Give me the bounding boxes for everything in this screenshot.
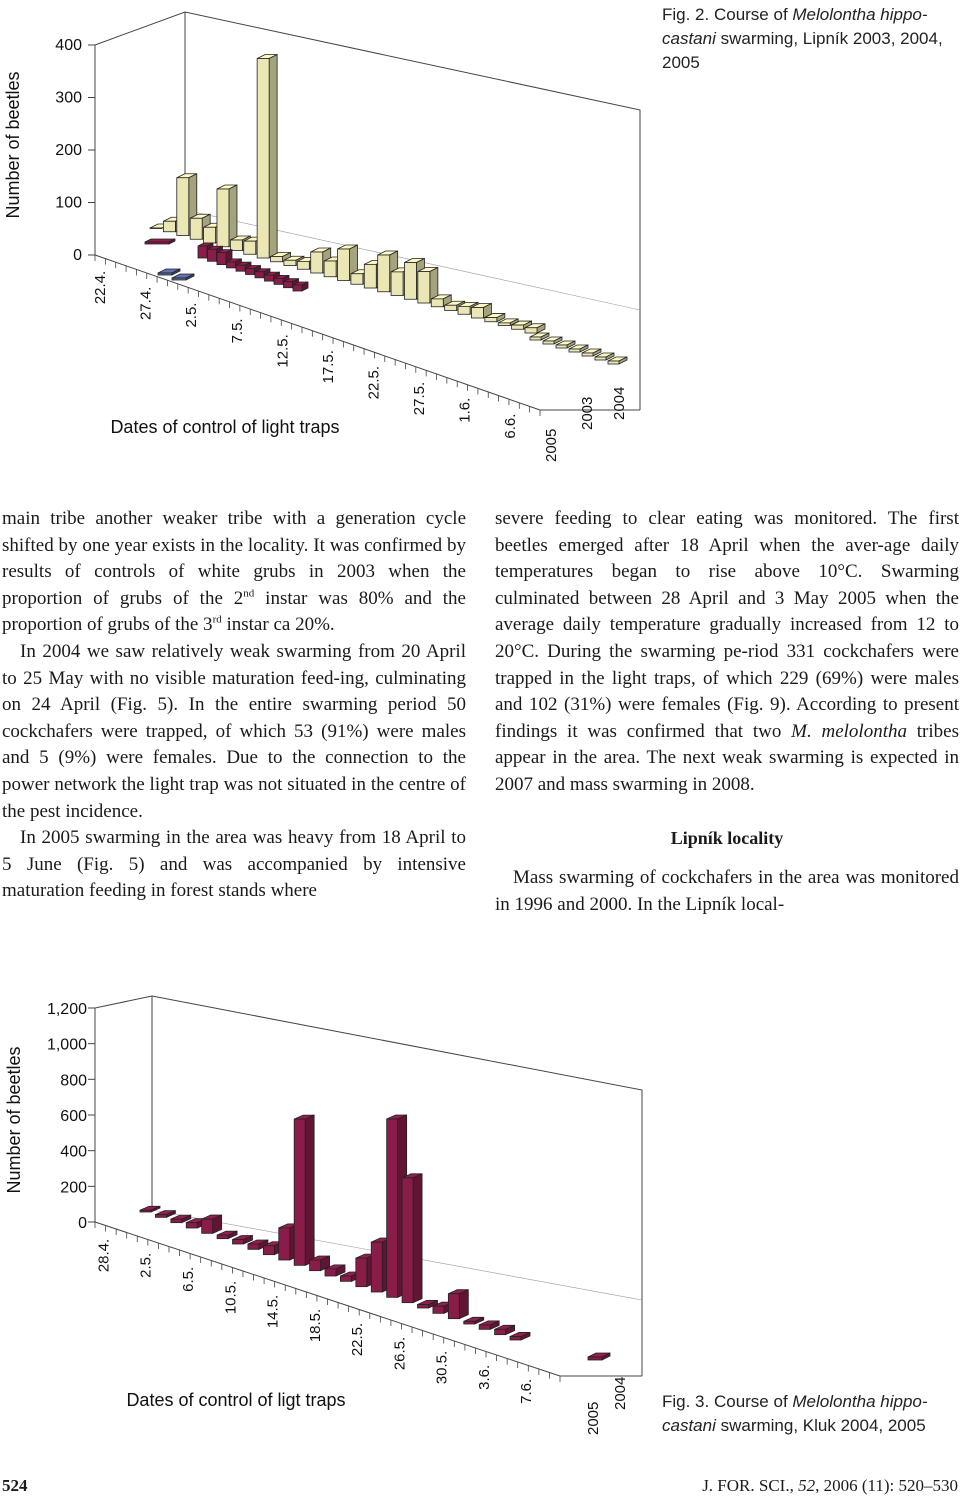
fig2-x-tick-label: 1.6.	[456, 397, 474, 423]
fig2-y-axis-label: Number of beetles	[3, 71, 23, 219]
fig2-bar-2004-a	[145, 242, 169, 244]
fig3-bar-2005-side	[459, 1290, 468, 1319]
fig2-bar-2005	[217, 189, 229, 247]
fig2-bar-2004-b	[158, 273, 172, 275]
fig2-bar-2003	[217, 253, 226, 265]
fig3-bar-2005	[140, 1210, 151, 1212]
right-p1-b: tribes appear in the area. The next weak swarming is expected in 2007 and mass swarming in 2008.	[495, 720, 959, 795]
right-paragraph-1	[495, 506, 959, 799]
fig2-bar-2005	[163, 221, 175, 232]
fig3-bar-2005	[433, 1306, 444, 1313]
fig2-bar-2003	[265, 275, 274, 281]
fig2-bar-2003	[198, 246, 207, 258]
fig3-back-frame	[95, 996, 642, 1376]
fig3-bar-2005	[356, 1258, 367, 1287]
journal-reference	[702, 1476, 958, 1496]
fig3-bar-2005	[171, 1219, 182, 1223]
fig2-bar-2005	[297, 261, 309, 269]
fig2-bar-2005	[324, 261, 336, 277]
fig2-bar-2005	[244, 241, 256, 254]
fig3-y-tick-label: 600	[60, 1108, 87, 1125]
fig3-bar-2005	[279, 1228, 290, 1260]
fig3-bar-2005	[340, 1276, 351, 1281]
fig3-x-tick-label: 7.6.	[518, 1378, 536, 1404]
fig2-depth-label: 2005	[543, 428, 560, 462]
fig2-y-tick-label: 200	[55, 142, 82, 159]
fig3-y-tick-label: 1,200	[46, 1001, 87, 1018]
fig3-y-tick-label: 800	[60, 1072, 87, 1090]
fig2-bar-2005	[418, 272, 430, 304]
fig2-x-tick-label: 7.5.	[228, 318, 246, 344]
fig2-bar-2005	[485, 318, 497, 322]
fig3-bar-2005	[202, 1219, 213, 1233]
left-paragraph-3: In 2005 swarming in the area was heavy from 18 April to 5 June (Fig. 5) and was accompanied by intensive maturation feeding in forest stands where	[2, 827, 466, 902]
fig2-y-tick-label: 100	[55, 194, 82, 212]
fig3-bar-2005	[186, 1223, 197, 1228]
figure-3-caption-suffix: swarming, Kluk 2004, 2005	[715, 1416, 926, 1435]
fig3-x-tick-label: 14.5.	[264, 1294, 282, 1329]
fig3-x-tick-label: 22.5.	[349, 1322, 367, 1357]
fig3-bar-2005-side	[413, 1174, 422, 1303]
fig3-bar-2005	[155, 1215, 166, 1218]
fig2-bar-2003	[246, 269, 255, 275]
fig2-x-axis-label: Dates of control of light traps	[110, 417, 340, 437]
fig2-depth-label: 2004	[611, 386, 628, 420]
fig2-bar-2005	[271, 257, 283, 262]
fig2-bar-2003	[255, 272, 264, 278]
fig2-bar-2005	[190, 218, 202, 239]
fig3-bar-2005	[310, 1260, 321, 1271]
fig2-y-tick-label: 400	[55, 37, 82, 54]
fig3-bar-2004	[588, 1357, 602, 1360]
fig3-bar-2005	[248, 1244, 259, 1249]
fig2-bar-2005-tail	[556, 345, 567, 348]
fig3-x-tick-label: 3.6.	[475, 1364, 493, 1390]
fig2-x-tick-label: 2.5.	[183, 302, 201, 328]
left-p1-sup-rd: rd	[212, 614, 222, 627]
fig3-bar-2005	[479, 1325, 490, 1329]
section-heading: Lipník locality	[670, 827, 784, 848]
fig3-bar-2005	[371, 1242, 382, 1292]
left-column	[2, 506, 466, 905]
fig2-bar-2003	[227, 262, 236, 268]
fig2-bar-2003	[208, 249, 217, 261]
fig2-x-axis	[95, 255, 540, 410]
fig2-x-tick-label: 22.4.	[92, 270, 110, 305]
fig3-bar-2005	[325, 1269, 336, 1276]
fig3-bar-2005	[387, 1119, 398, 1297]
fig3-x-tick-label: 2.5.	[137, 1252, 155, 1278]
left-paragraph-2: In 2004 we saw relatively weak swarming from 20 April to 25 May with no visible maturation feed-ing, culminating on 24 April (Fig. 5). In the entire swarming period 50 cockchafers were trapped, of which 53 (91%) were males and 5 (9%) were females. Due to the connection to the power network the light trap was not situated in the centre of the pest incidence.	[2, 640, 466, 822]
figure-3-caption-species: Melolontha hippo-castani	[662, 1392, 928, 1435]
fig2-x-tick-label: 22.5.	[365, 365, 383, 400]
fig2-bar-2005	[431, 299, 443, 307]
fig2-depth-label: 2003	[579, 396, 596, 430]
fig2-bar-2004-c	[172, 278, 186, 280]
fig2-bar-2005	[471, 308, 483, 319]
fig3-x-tick-label: 10.5.	[222, 1280, 240, 1315]
fig3-depth-label: 2005	[585, 1401, 602, 1435]
fig2-bar-2005	[177, 178, 189, 236]
fig3-depth-label: 2004	[612, 1376, 629, 1410]
left-p1-sup-nd: nd	[243, 587, 255, 600]
figure-2-caption-suffix: swarming, Lipník 2003, 2004, 2005	[662, 29, 943, 72]
fig2-bar-2005-tail	[595, 357, 606, 360]
left-p1-a: main tribe another weaker tribe with a generation cycle shifted by one year exists in the locality. It was confirmed by results of controls of white grubs in 2003 when the proportion of grubs of the 2	[2, 508, 466, 609]
fig3-bar-2005	[294, 1119, 305, 1265]
fig2-bar-2005	[512, 325, 524, 329]
fig3-x-axis-label: Dates of control of ligt traps	[126, 1390, 346, 1410]
fig2-bar-2003	[274, 278, 283, 284]
left-paragraph-1	[2, 506, 466, 639]
right-paragraph-2: Mass swarming of cockchafers in the area was monitored in 1996 and 2000. In the Lipník local-	[495, 867, 959, 915]
fig2-bar-2005	[525, 328, 537, 333]
fig2-y-tick-label: 0	[73, 247, 82, 264]
fig2-bar-2005	[364, 264, 376, 288]
fig3-bar-2005	[217, 1235, 228, 1239]
journal-prefix: J. FOR. SCI.,	[702, 1476, 799, 1495]
fig3-bar-2005-side	[305, 1115, 314, 1265]
fig2-bar-2005-tail	[608, 361, 619, 364]
fig3-y-tick-label: 1,000	[46, 1036, 87, 1054]
fig2-x-tick-label: 6.6.	[501, 413, 519, 439]
journal-volume: 52	[798, 1476, 816, 1495]
left-p1-c: instar ca 20%.	[221, 614, 335, 636]
fig3-y-tick-label: 400	[60, 1143, 87, 1161]
fig2-bar-2005	[204, 227, 216, 243]
fig3-y-axis-label: Number of beetles	[4, 1046, 24, 1194]
fig2-bar-2005-side	[269, 55, 277, 259]
right-p1-a: severe feeding to clear eating was monitored. The first beetles emerged after 18 April when the aver-age daily temperatures began to rise above 10°C. Swarming culminated between 28 April and 3 May 2005 when the average daily temperature gradually increased from 12 to 20°C. During the swarming pe-riod 331 cockchafers were trapped in the light traps, of which 229 (69%) were males and 102 (31%) were females (Fig. 9). According to present findings it was confirmed that two	[495, 508, 959, 742]
fig2-bar-2005-tail	[582, 353, 593, 356]
fig3-bar-2005	[418, 1304, 429, 1308]
fig2-bar-2005-tail	[530, 337, 541, 340]
figure-2-caption-species: Melolontha hippo-castani	[662, 5, 928, 48]
journal-suffix: , 2006 (11): 520–530	[815, 1476, 958, 1495]
fig2-bar-2005	[338, 249, 350, 281]
fig2-bar-2005	[378, 255, 390, 292]
fig2-bar-2005	[445, 305, 457, 310]
fig3-x-tick-label: 26.5.	[391, 1336, 409, 1371]
fig3-bar-2005	[233, 1240, 244, 1244]
fig2-x-tick-label: 12.5.	[274, 334, 292, 368]
fig3-bar-2005	[464, 1321, 475, 1324]
fig3-bar-2005	[448, 1294, 459, 1319]
fig2-bar-2005	[391, 272, 403, 296]
figure-3-chart	[0, 990, 660, 1470]
fig2-bar-2005-tail	[569, 349, 580, 352]
figure-2-caption	[662, 3, 957, 75]
fig2-bar-2005	[404, 263, 416, 300]
figure-2-chart	[0, 0, 660, 470]
fig3-bar-2005	[263, 1246, 274, 1255]
left-p1-b: instar was 80% and the proportion of grubs of the 3	[2, 587, 466, 636]
page-number: 524	[2, 1476, 28, 1495]
fig2-y-tick-label: 300	[55, 89, 82, 107]
fig2-x-tick-label: 27.5.	[410, 381, 428, 416]
fig2-bar-2003	[236, 265, 245, 271]
fig2-bar-2005	[351, 274, 363, 285]
fig3-bar-2005	[495, 1329, 506, 1334]
fig3-x-tick-label: 6.5.	[180, 1266, 197, 1292]
fig2-bar-2005-tail	[543, 341, 554, 344]
right-p1-species: M. melolontha	[791, 720, 907, 742]
fig2-bar-2003	[284, 282, 293, 288]
fig3-x-tick-label: 18.5.	[306, 1308, 324, 1343]
fig2-bar-2005	[458, 306, 470, 314]
fig3-x-tick-label: 30.5.	[433, 1350, 451, 1385]
fig3-bar-2005	[510, 1336, 521, 1340]
fig3-x-tick-label: 28.4.	[95, 1238, 113, 1273]
figure-3-caption	[662, 1390, 957, 1438]
fig3-y-tick-label: 0	[78, 1215, 87, 1232]
fig2-x-tick-label: 27.4.	[137, 286, 155, 321]
fig2-bar-2005	[257, 59, 269, 259]
fig2-bar-2005	[284, 260, 296, 265]
fig2-bar-2005	[150, 228, 162, 229]
figure-2-caption-prefix: Fig. 2. Course of	[662, 5, 793, 24]
fig2-x-tick-label: 17.5.	[319, 350, 337, 384]
fig3-bar-2005	[402, 1178, 413, 1303]
fig2-bar-2005	[311, 252, 323, 273]
right-column	[495, 506, 959, 918]
fig2-bar-2003	[293, 285, 302, 291]
fig2-bar-2005	[230, 240, 242, 251]
figure-3-caption-prefix: Fig. 3. Course of	[662, 1392, 793, 1411]
fig3-y-tick-label: 200	[60, 1179, 87, 1197]
fig2-bar-2005	[498, 323, 510, 326]
